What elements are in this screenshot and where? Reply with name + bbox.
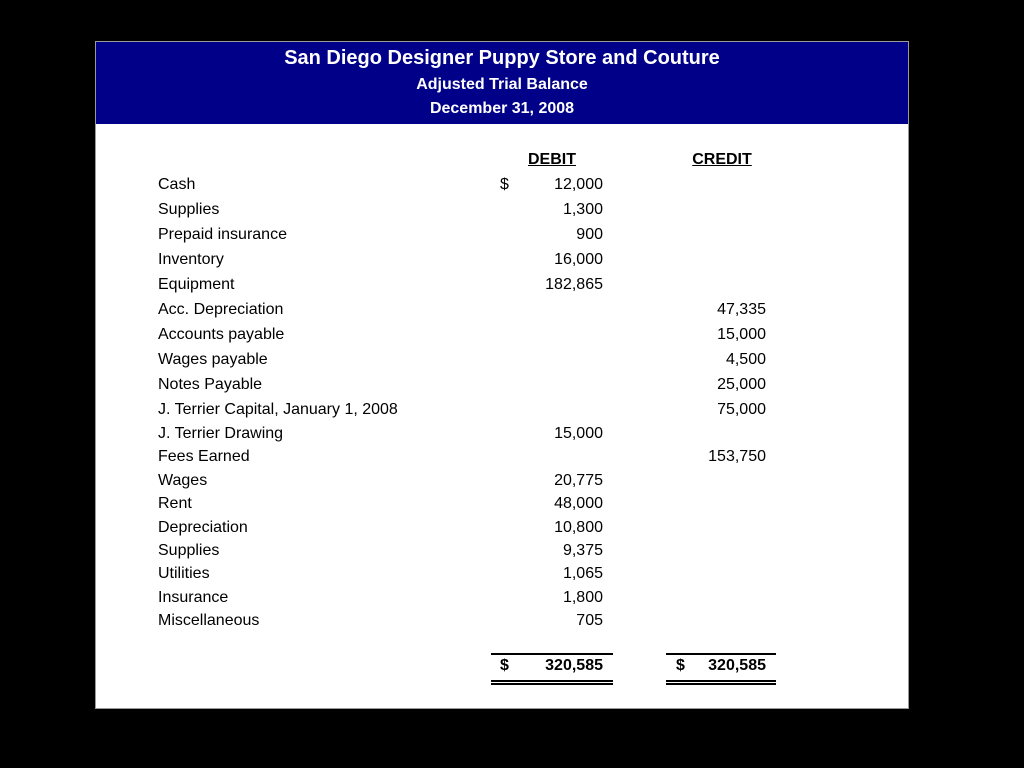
account-row — [96, 586, 908, 609]
account-row — [96, 562, 908, 585]
account-row — [96, 445, 908, 468]
account-name: Insurance — [158, 588, 229, 606]
account-name: Rent — [158, 495, 192, 513]
credit-amount: 47,335 — [717, 301, 766, 318]
account-name: Depreciation — [158, 518, 248, 536]
account-name: J. Terrier Drawing — [158, 425, 284, 442]
credit-amount: 4,500 — [725, 351, 766, 368]
account-name: Cash — [158, 176, 196, 193]
account-name: Acc. Depreciation — [158, 301, 284, 318]
debit-amount: 1,065 — [562, 565, 603, 583]
account-row — [96, 469, 908, 492]
debit-amount: 16,000 — [554, 251, 603, 268]
debit-amount: 900 — [576, 226, 603, 243]
account-name: Supplies — [158, 201, 220, 218]
account-row — [96, 422, 908, 445]
credit-amount: 75,000 — [717, 401, 766, 418]
debit-amount: 182,865 — [545, 276, 603, 293]
account-row — [96, 539, 908, 562]
account-row — [96, 222, 908, 247]
title-band — [96, 42, 908, 124]
credit-amount: 15,000 — [717, 326, 766, 343]
debit-amount: 1,800 — [562, 588, 603, 606]
account-row — [96, 297, 908, 322]
debit-amount: 20,775 — [554, 471, 603, 489]
account-name: Utilities — [158, 565, 210, 583]
account-row — [96, 247, 908, 272]
debit-amount: 1,300 — [562, 201, 603, 218]
credit-amount: 25,000 — [717, 376, 766, 393]
account-row — [96, 492, 908, 515]
debit-total-currency-symbol: $ — [500, 657, 509, 674]
account-row — [96, 347, 908, 372]
account-list — [96, 172, 908, 633]
debit-total-double-rule — [491, 680, 613, 685]
credit-total-currency-symbol: $ — [676, 657, 685, 674]
debit-column-header: DEBIT — [528, 151, 576, 168]
account-row — [96, 372, 908, 397]
statement-title: Adjusted Trial Balance — [416, 76, 588, 93]
account-name: Fees Earned — [158, 448, 250, 466]
account-name: Equipment — [158, 276, 235, 293]
account-row — [96, 516, 908, 539]
debit-amount: 10,800 — [554, 518, 603, 536]
account-name: Miscellaneous — [158, 612, 260, 630]
debit-total-single-rule — [491, 653, 613, 655]
trial-balance-slide — [96, 42, 908, 708]
account-name: Wages — [158, 471, 208, 489]
account-row — [96, 397, 908, 422]
account-name: Accounts payable — [158, 326, 285, 343]
totals-row — [96, 656, 908, 676]
account-name: Supplies — [158, 541, 220, 559]
account-name: J. Terrier Capital, January 1, 2008 — [158, 401, 398, 418]
statement-date: December 31, 2008 — [429, 100, 575, 117]
account-row — [96, 197, 908, 222]
account-row — [96, 272, 908, 297]
account-row — [96, 172, 908, 197]
debit-amount: 705 — [576, 612, 603, 630]
account-name: Inventory — [158, 251, 224, 268]
account-row — [96, 609, 908, 632]
credit-total-single-rule — [666, 653, 776, 655]
credit-column-header: CREDIT — [692, 151, 752, 168]
account-name: Notes Payable — [158, 376, 263, 393]
credit-total-double-rule — [666, 680, 776, 685]
company-name: San Diego Designer Puppy Store and Couture — [284, 47, 720, 69]
debit-amount: 12,000 — [554, 176, 603, 193]
debit-amount: 15,000 — [554, 425, 603, 442]
account-name: Wages payable — [158, 351, 268, 368]
debit-amount: 48,000 — [554, 495, 603, 513]
debit-total: 320,585 — [545, 657, 603, 674]
debit-amount: 9,375 — [562, 541, 603, 559]
credit-total: 320,585 — [708, 657, 766, 674]
credit-amount: 153,750 — [708, 448, 766, 466]
account-row — [96, 322, 908, 347]
currency-symbol: $ — [500, 176, 509, 193]
account-name: Prepaid insurance — [158, 226, 287, 243]
